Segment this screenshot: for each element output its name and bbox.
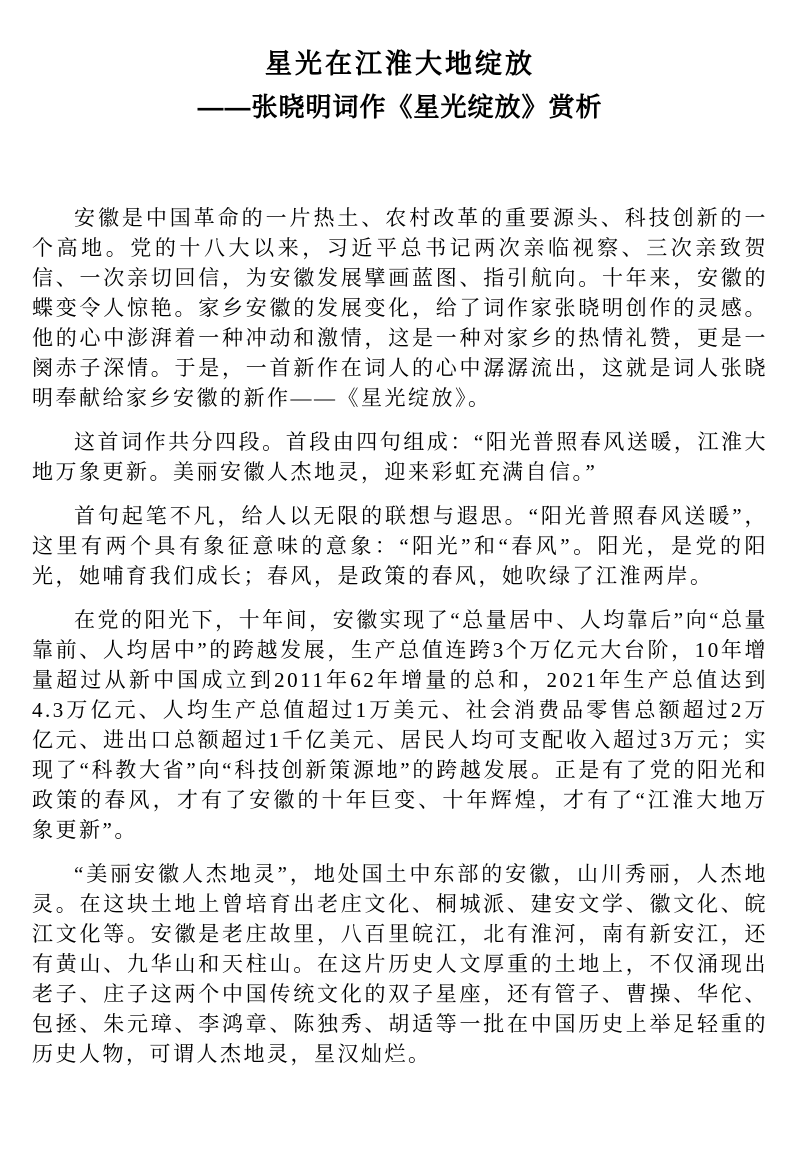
paragraph-5: “美丽安徽人杰地灵”，地处国土中东部的安徽，山川秀丽，人杰地灵。在这块土地上曾培育出老庄文化、桐城派、建安文学、徽文化、皖江文化等。安徽是老庄故里，八百里皖江，北有淮河，南有新安江，还有黄山、九华山和天柱山。在这片历史人文厚重的土地上，不仅涌现出老子、庄子这两个中国传统文化的双子星座，还有管子、曹操、华佗、包拯、朱元璋、李鸿章、陈独秀、胡适等一批在中国历史上举足轻重的历史人物，可谓人杰地灵，星汉灿烂。 xyxy=(32,862,768,1066)
paragraph-2: 这首词作共分四段。首段由四句组成：“阳光普照春风送暖，江淮大地万象更新。美丽安徽人杰地灵，迎来彩虹充满自信。” xyxy=(32,430,768,484)
paragraph-1: 安徽是中国革命的一片热土、农村改革的重要源头、科技创新的一个高地。党的十八大以来，习近平总书记两次亲临视察、三次亲致贺信、一次亲切回信，为安徽发展擘画蓝图、指引航向。十年来，安徽的蝶变令人惊艳。家乡安徽的发展变化，给了词作家张晓明创作的灵感。他的心中澎湃着一种冲动和激情，这是一种对家乡的热情礼赞，更是一阕赤子深情。于是，一首新作在词人的心中潺潺流出，这就是词人张晓明奉献给家乡安徽的新作——《星光绽放》。 xyxy=(32,206,768,410)
paragraph-3: 首句起笔不凡，给人以无限的联想与遐思。“阳光普照春风送暖”，这里有两个具有象征意味的意象：“阳光”和“春风”。阳光，是党的阳光，她哺育我们成长；春风，是政策的春风，她吹绿了江淮两岸。 xyxy=(32,504,768,588)
document-title: 星光在江淮大地绽放 xyxy=(265,49,535,79)
document-body xyxy=(32,203,768,1069)
paragraph-4: 在党的阳光下，十年间，安徽实现了“总量居中、人均靠后”向“总量靠前、人均居中”的跨越发展，生产总值连跨3个万亿元大台阶，10年增量超过从新中国成立到2011年62年增量的总和，2021年生产总值达到4.3万亿元、人均生产总值超过1万美元、社会消费品零售总额超过2万亿元、进出口总额超过1千亿美元、居民人均可支配收入超过3万元；实现了“科教大省”向“科技创新策源地”的跨越发展。正是有了党的阳光和政策的春风，才有了安徽的十年巨变、十年辉煌，才有了“江淮大地万象更新”。 xyxy=(32,608,768,842)
document-subtitle: ——张晓明词作《星光绽放》赏析 xyxy=(197,92,603,122)
